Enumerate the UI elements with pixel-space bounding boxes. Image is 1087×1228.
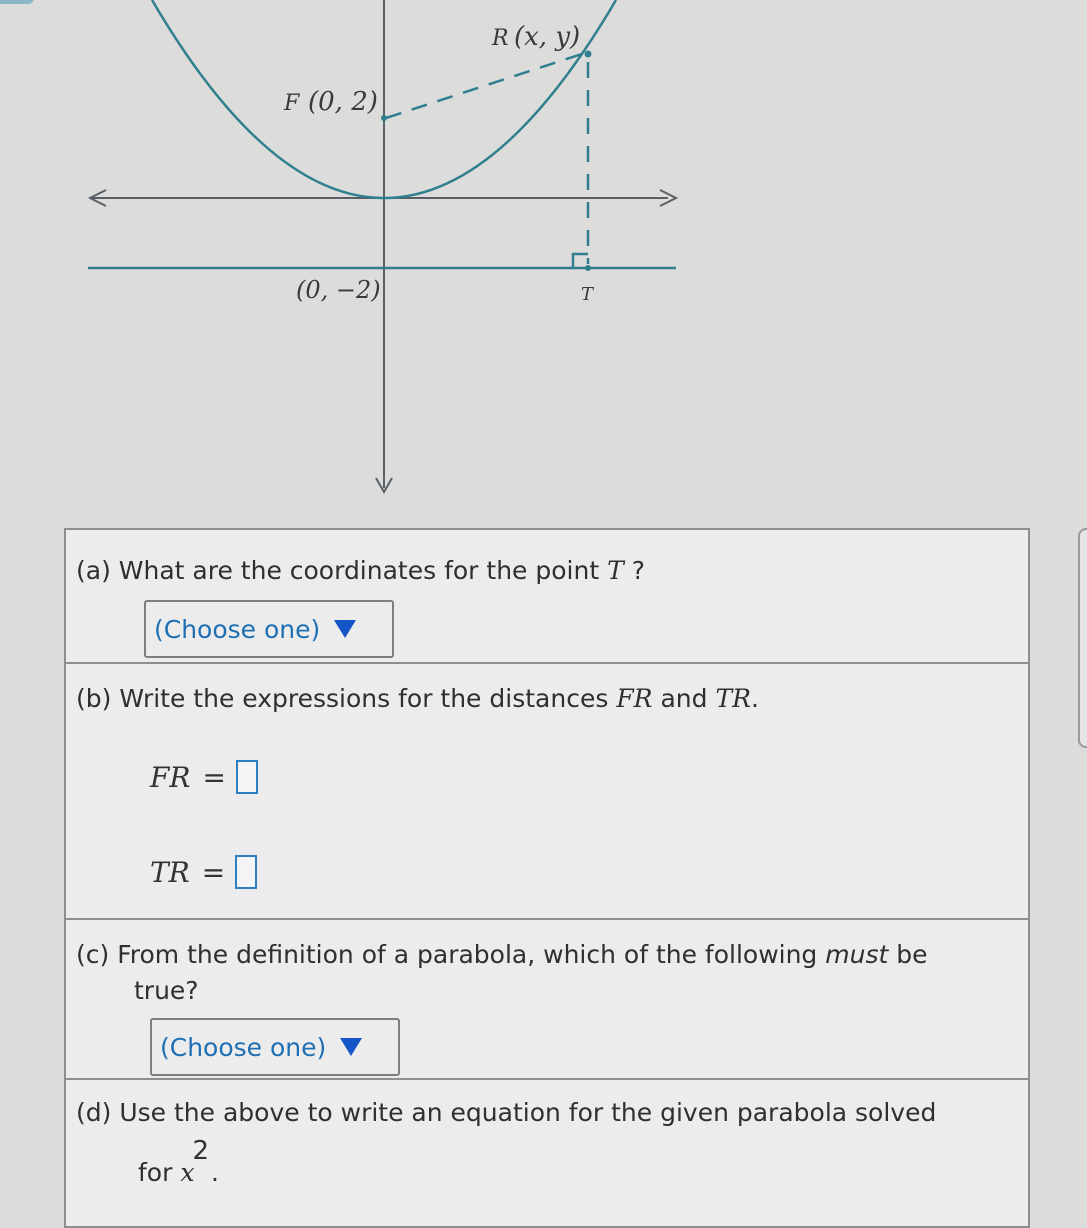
question-d-text: [76, 1098, 936, 1127]
question-d-exponent: 2: [192, 1136, 209, 1166]
dropdown-arrow-icon: [334, 620, 356, 638]
question-a-label: (a): [76, 556, 111, 585]
question-d-label: (d): [76, 1098, 112, 1127]
question-d-line2: [138, 1136, 219, 1188]
question-c-text: [76, 940, 928, 969]
question-c-line2: true?: [134, 976, 199, 1005]
question-d-for: for: [138, 1158, 173, 1187]
question-a-var: T: [607, 556, 624, 585]
question-c-body-end: be: [896, 940, 928, 969]
question-c-body: From the definition of a parabola, which of the following: [117, 940, 818, 969]
dropdown-arrow-icon: [340, 1038, 362, 1056]
question-b-var-fr: FR: [616, 684, 653, 713]
point-R-name: R: [492, 26, 509, 51]
question-b-end: .: [750, 684, 759, 713]
corner-tab: [0, 0, 34, 4]
point-F-coords: (0, 2): [308, 87, 378, 117]
question-c-dropdown[interactable]: [150, 1018, 400, 1076]
question-b-and: and: [660, 684, 708, 713]
section-a: [66, 530, 1028, 664]
scrollbar[interactable]: [1078, 528, 1087, 748]
question-a-end: ?: [631, 556, 646, 585]
question-b-label: (b): [76, 684, 112, 713]
tr-equation: [150, 855, 257, 889]
question-b-text: [76, 684, 759, 713]
directrix-point-label: (0, −2): [296, 276, 381, 304]
section-d: [66, 1078, 1028, 1228]
question-a-dropdown[interactable]: [144, 600, 394, 658]
question-d-end: .: [210, 1158, 219, 1187]
fr-equation: [150, 760, 258, 794]
section-c: [66, 918, 1028, 1080]
question-b-body: Write the expressions for the distances: [119, 684, 609, 713]
question-a-dropdown-value: (Choose one): [154, 614, 321, 644]
point-T-name: T: [581, 284, 594, 305]
question-c-dropdown-value: (Choose one): [160, 1032, 327, 1062]
point-T: [585, 265, 591, 271]
question-a-body: What are the coordinates for the point: [118, 556, 600, 585]
right-angle-marker: [573, 254, 588, 268]
question-d-body: Use the above to write an equation for the given parabola solved: [119, 1098, 937, 1127]
question-c-emphasis: must: [825, 940, 889, 969]
parabola-graph: [0, 0, 1087, 520]
question-c-label: (c): [76, 940, 110, 969]
question-b-var-tr: TR: [715, 684, 751, 713]
question-panel: [64, 528, 1030, 1228]
point-F-name: F: [284, 91, 300, 116]
tr-equals: =: [201, 855, 226, 889]
fr-answer-input[interactable]: [236, 760, 258, 794]
fr-label: FR: [150, 760, 191, 794]
point-R-coords: (x, y): [514, 22, 581, 52]
question-a-text: [76, 556, 645, 585]
tr-label: TR: [150, 855, 190, 889]
point-R: [585, 51, 592, 58]
tr-answer-input[interactable]: [235, 855, 257, 889]
section-b: [66, 662, 1028, 920]
question-d-var: x: [180, 1158, 195, 1187]
point-F: [381, 115, 387, 121]
fr-equals: =: [202, 760, 226, 794]
